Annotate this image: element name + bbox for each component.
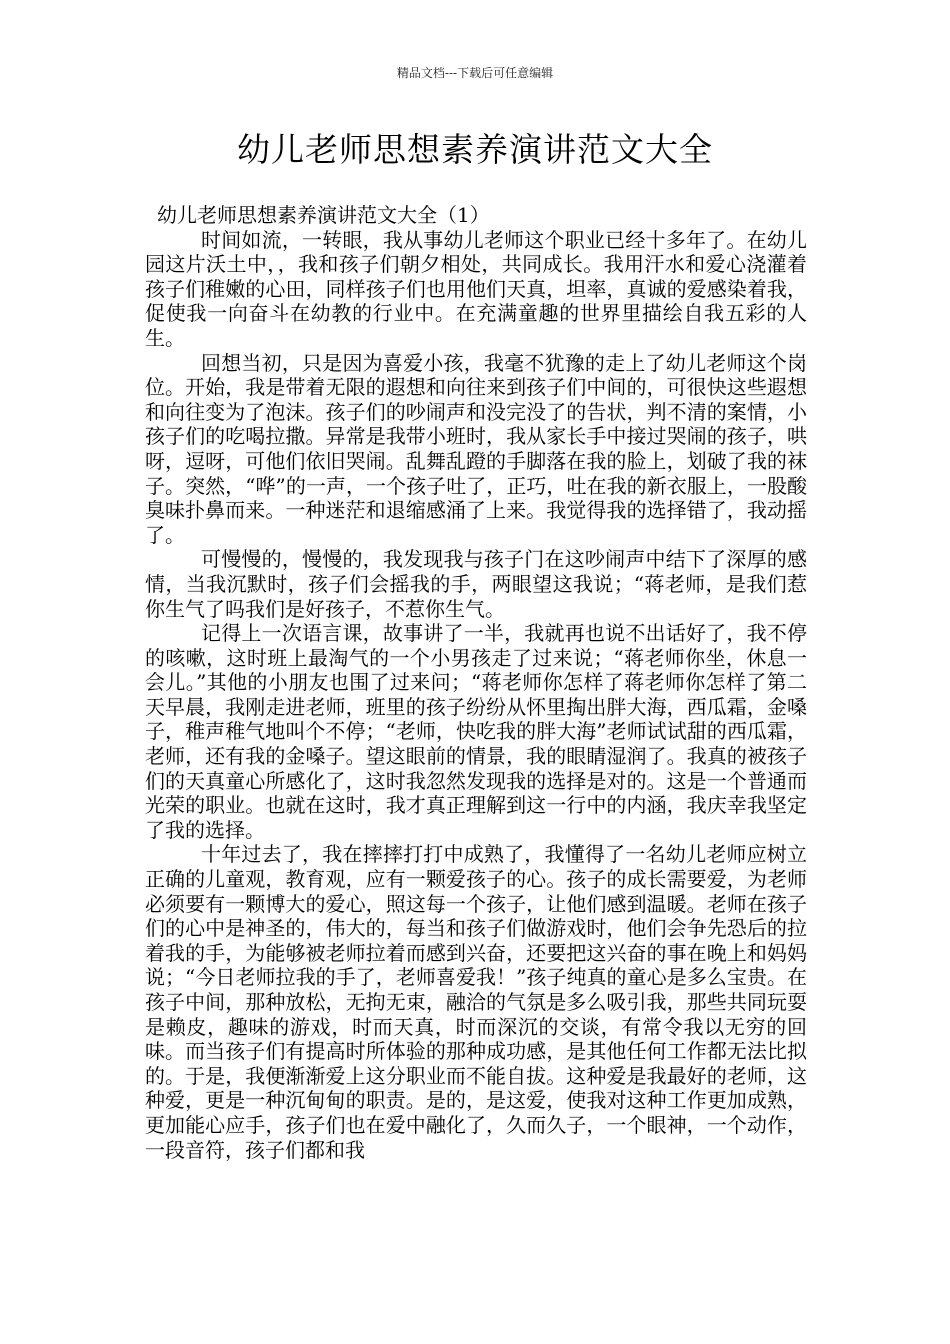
section-heading: 幼儿老师思想素养演讲范文大全（1） [157,203,490,227]
header-note: 精品文档---下载后可任意编辑 [396,66,554,80]
paragraph-4: 记得上一次语言课，故事讲了一半，我就再也说不出话好了，我不停的咳嗽，这时班上最淘气的一个小男孩走了过来说；“蒋老师你坐，休息一会儿。”其他的小朋友也围了过来问；“蒋老师你怎样了蒋老师你怎样了第二天早晨，我刚走进老师，班里的孩子纷纷从怀里掏出胖大海，西瓜霜，金嗓子，稚声稚气地叫个不停；“老师，快吃我的胖大海”老师试试甜的西瓜霜，老师，还有我的金嗓子。望这眼前的情景，我的眼睛湿润了。我真的被孩子们的天真童心所感化了，这时我忽然发现我的选择是对的。这是一个普通而光荣的职业。也就在这时，我才真正理解到这一行中的内涵，我庆幸我坚定了我的选择。 [145,621,807,842]
paragraph-3: 可慢慢的，慢慢的，我发现我与孩子门在这吵闹声中结下了深厚的感情，当我沉默时，孩子们会摇我的手，两眼望这我说；“蒋老师，是我们惹你生气了吗我们是好孩子，不惹你生气。 [145,547,807,621]
paragraph-5: 十年过去了，我在摔摔打打中成熟了，我懂得了一名幼儿老师应树立正确的儿童观，教育观，应有一颗爱孩子的心。孩子的成长需要爱，为老师必须要有一颗博大的爱心，照这每一个孩子，让他们感到温暖。老师在孩子们的心中是神圣的，伟大的，每当和孩子们做游戏时，他们会争先恐后的拉着我的手，为能够被老师拉着而感到兴奋，还要把这兴奋的事在晚上和妈妈说；“今日老师拉我的手了，老师喜爱我！”孩子纯真的童心是多么宝贵。在孩子中间，那种放松，无拘无束，融洽的气氛是多么吸引我，那些共同玩耍是赖皮，趣味的游戏，时而天真，时而深沉的交谈，有常令我以无穷的回味。而当孩子们有提高时所体验的那种成功感，是其他任何工作都无法比拟的。于是，我便渐渐爱上这分职业而不能自拔。这种爱是我最好的老师，这种爱，更是一种沉甸甸的职责。是的，是这爱，使我对这种工作更加成熟，更加能心应手，孩子们也在爱中融化了，久而久子，一个眼神，一个动作，一段音符，孩子们都和我 [145,842,807,1162]
document-body [145,203,807,1162]
paragraph-2: 回想当初，只是因为喜爱小孩，我毫不犹豫的走上了幼儿老师这个岗位。开始，我是带着无限的遐想和向往来到孩子们中间的，可很快这些遐想和向往变为了泡沫。孩子们的吵闹声和没完没了的告状，判不清的案情，小孩子们的吃喝拉撒。异常是我带小班时，我从家长手中接过哭闹的孩子，哄呀，逗呀，可他们依旧哭闹。乱舞乱蹬的手脚落在我的脸上，划破了我的袜子。突然，“哗”的一声，一个孩子吐了，正巧，吐在我的新衣服上，一股酸臭味扑鼻而来。一种迷茫和退缩感涌了上来。我觉得我的选择错了，我动摇了。 [145,350,807,547]
document-title: 幼儿老师思想素养演讲范文大全 [237,130,713,169]
paragraph-1: 时间如流，一转眼，我从事幼儿老师这个职业已经十多年了。在幼儿园这片沃土中，，我和孩子们朝夕相处，共同成长。我用汗水和爱心浇灌着孩子们稚嫩的心田，同样孩子们也用他们天真，坦率，真诚的爱感染着我，促使我一向奋斗在幼教的行业中。在充满童趣的世界里描绘自我五彩的人生。 [145,227,807,350]
